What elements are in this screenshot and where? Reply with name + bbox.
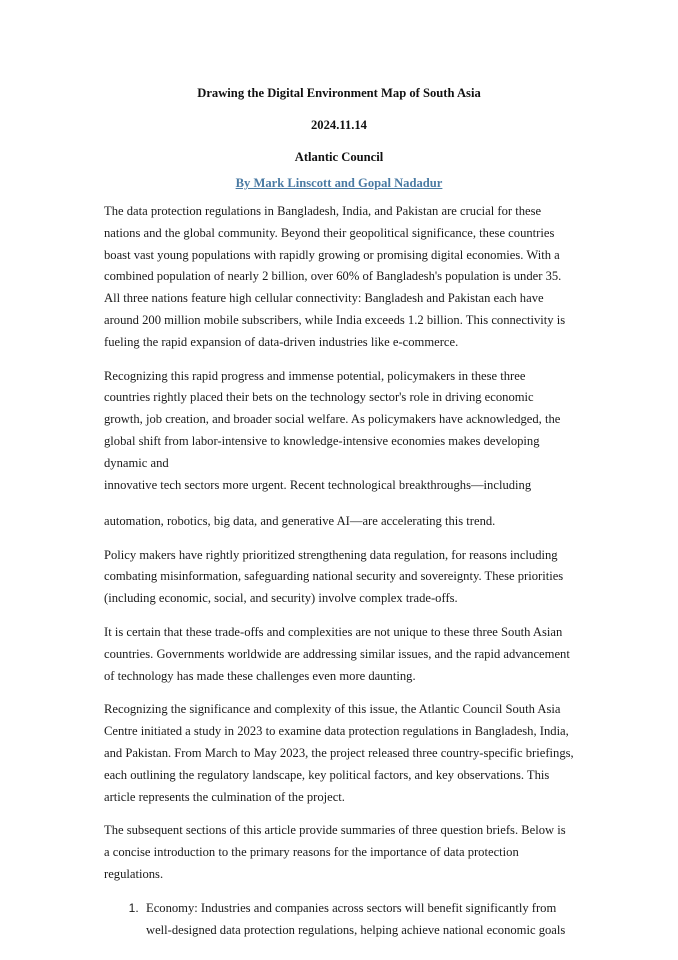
reasons-list — [104, 898, 574, 942]
paragraph-policymakers: Recognizing this rapid progress and immense potential, policymakers in these three countries rightly placed their bets on the technology sector's role in driving economic growth, job creation, and broader social welfare. As policymakers have acknowledged, the global shift from labor-intensive to knowledge-intensive economies makes developing dynamic and — [104, 368, 561, 470]
paragraph-study: Recognizing the significance and complexity of this issue, the Atlantic Council South Asia Centre initiated a study in 2023 to examine data protection regulations in Bangladesh, India, and Pakistan. From March to May 2023, the project released three country-specific briefings, each outlining the regulatory landscape, key political factors, and key observations. This article represents the culmination of the project. — [104, 702, 574, 804]
paragraph-tradeoffs: It is certain that these trade-offs and complexities are not unique to these three South Asian countries. Governments worldwide are addressing similar issues, and the rapid advancement of technology has made these challenges even more daunting. — [104, 624, 570, 683]
paragraph-tech-breakthroughs: innovative tech sectors more urgent. Recent technological breakthroughs—including automation, robotics, big data, and generative AI—are accelerating this trend. — [104, 477, 532, 528]
authors-link[interactable]: By Mark Linscott and Gopal Nadadur — [235, 176, 443, 190]
article-date: 2024.11.14 — [311, 118, 367, 132]
list-item: 1. Economy: Industries and companies across sectors will benefit significantly from well-designed data protection regulations, helping achieve national economic goals — [142, 898, 574, 942]
article-title: Drawing the Digital Environment Map of South Asia — [197, 86, 481, 100]
paragraph-intro: The data protection regulations in Bangladesh, India, and Pakistan are crucial for these nations and the global community. Beyond their geopolitical significance, these countries boast vast young populations with rapidly growing or promising digital economies. With a combined population of nearly 2 billion, over 60% of Bangladesh's population is under 35. All three nations feature high cellular connectivity: Bangladesh and Pakistan each have around 200 million mobile subscribers, while India exceeds 1.2 billion. This connectivity is fueling the rapid expansion of data-driven industries like e-commerce. — [104, 204, 566, 349]
article-source: Atlantic Council — [294, 150, 384, 164]
paragraph-sections: The subsequent sections of this article provide summaries of three question briefs. Below is a concise introduction to the primary reasons for the importance of data protection regulations. — [104, 823, 566, 881]
paragraph-data-regulation: Policy makers have rightly prioritized strengthening data regulation, for reasons including combating misinformation, safeguarding national security and sovereignty. These priorities (including economic, social, and security) involve complex trade-offs. — [104, 547, 564, 606]
